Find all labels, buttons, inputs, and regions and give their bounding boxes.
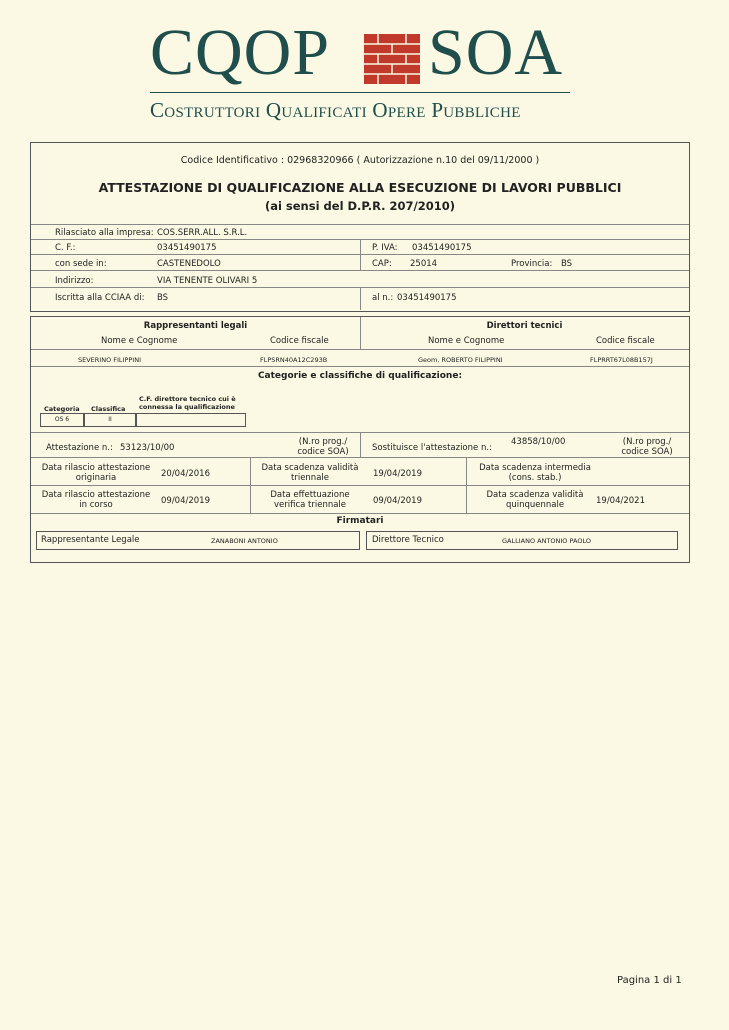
piva-label: P. IVA:: [372, 243, 398, 253]
document-title: ATTESTAZIONE DI QUALIFICAZIONE ALLA ESECUZIONE DI LAVORI PUBBLICI: [98, 180, 622, 195]
firmatari-title: Firmatari: [336, 516, 384, 526]
scad-interm-label-2: (cons. stab.): [508, 473, 562, 483]
rappresentanti-title: Rappresentanti legali: [143, 321, 248, 331]
scad-quinq-label-2: quinquennale: [505, 500, 565, 510]
scad-trien-label-2: triennale: [291, 473, 329, 483]
divider: [31, 224, 689, 225]
rilascio-corso-label-1: Data rilascio attestazione: [41, 490, 151, 500]
rilascio-orig-label-1: Data rilascio attestazione: [41, 463, 151, 473]
divider: [360, 239, 361, 254]
rappresentanti-col-cf: Codice fiscale: [270, 336, 329, 346]
sostituisce-label: Sostituisce l'attestazione n.:: [372, 443, 492, 453]
direttori-title: Direttori tecnici: [486, 321, 563, 331]
nro-prog2-label-1: (N.ro prog./: [622, 437, 672, 447]
nro-prog-label-2: codice SOA): [297, 447, 349, 457]
provincia-label: Provincia:: [511, 259, 553, 269]
scad-quinq-label-1: Data scadenza validità: [486, 490, 584, 500]
divider: [250, 485, 251, 513]
logo: [150, 16, 580, 92]
categorie-col-categoria: Categoria: [44, 405, 80, 413]
cf-value: 03451490175: [157, 243, 217, 253]
sostituisce-value: 43858/10/00: [511, 437, 566, 447]
scad-quinq-value: 19/04/2021: [596, 496, 645, 506]
direttore-nome: Geom. ROBERTO FILIPPINI: [418, 356, 503, 364]
scad-interm-label-1: Data scadenza intermedia: [479, 463, 591, 473]
categorie-col-classifica: Classifica: [91, 405, 126, 413]
rappresentante-cf: FLPSRN40A12C293B: [260, 356, 328, 364]
divider: [31, 513, 689, 514]
rilascio-orig-label-2: originaria: [75, 473, 117, 483]
verifica-value: 09/04/2019: [373, 496, 422, 506]
divider: [31, 485, 689, 486]
firma-direttore-label: Direttore Tecnico: [372, 535, 444, 545]
categorie-title: Categorie e classifiche di qualificazione:: [257, 371, 463, 381]
verifica-label-1: Data effettuazione: [270, 490, 350, 500]
cap-label: CAP:: [372, 259, 392, 269]
sede-value: CASTENEDOLO: [157, 259, 221, 269]
logo-left-text: CQOP: [150, 16, 331, 89]
indirizzo-value: VIA TENENTE OLIVARI 5: [157, 276, 258, 286]
sede-label: con sede in:: [55, 259, 107, 269]
firma-direttore-value: GALLIANO ANTONIO PAOLO: [502, 537, 591, 545]
logo-subtitle: Costruttori Qualificati Opere Pubbliche: [150, 98, 521, 122]
divider: [250, 457, 251, 485]
rilasciato-label: Rilasciato alla impresa:: [55, 228, 154, 238]
rilascio-corso-value: 09/04/2019: [161, 496, 210, 506]
cciaa-value: BS: [157, 293, 169, 303]
rilascio-orig-value: 20/04/2016: [161, 469, 210, 479]
categoria-cell: OS 6: [40, 413, 84, 427]
aln-value: 03451490175: [397, 293, 457, 303]
direttori-col-nome: Nome e Cognome: [428, 336, 505, 346]
direttore-cf: FLPRRT67L08B157J: [590, 356, 653, 364]
divider: [360, 432, 361, 457]
divider: [31, 366, 689, 367]
codice-identificativo: Codice Identificativo : 02968320966 ( Autorizzazione n.10 del 09/11/2000 ): [180, 155, 540, 166]
divider: [31, 270, 689, 271]
direttori-col-cf: Codice fiscale: [596, 336, 655, 346]
verifica-label-2: verifica triennale: [273, 500, 347, 510]
rappresentante-nome: SEVERINO FILIPPINI: [78, 356, 141, 364]
document-subtitle: (ai sensi del D.P.R. 207/2010): [264, 199, 456, 213]
firma-rappresentante-label: Rappresentante Legale: [41, 535, 140, 545]
attestazione-value: 53123/10/00: [120, 443, 175, 453]
nro-prog2-label-2: codice SOA): [621, 447, 673, 457]
piva-value: 03451490175: [412, 243, 472, 253]
cciaa-label: Iscritta alla CCIAA di:: [55, 293, 145, 303]
divider: [360, 287, 361, 310]
scad-trien-label-1: Data scadenza validità: [261, 463, 359, 473]
logo-right-text: SOA: [428, 16, 564, 89]
cf-label: C. F.:: [55, 243, 76, 253]
nro-prog-label-1: (N.ro prog./: [298, 437, 348, 447]
indirizzo-label: Indirizzo:: [55, 276, 94, 286]
rappresentanti-col-nome: Nome e Cognome: [101, 336, 178, 346]
provincia-value: BS: [561, 259, 573, 269]
divider: [360, 254, 361, 270]
categorie-col-cf-line1: C.F. direttore tecnico cui è: [139, 395, 236, 403]
cap-value: 25014: [410, 259, 438, 269]
aln-label: al n.:: [372, 293, 394, 303]
scad-trien-value: 19/04/2019: [373, 469, 422, 479]
attestazione-label: Attestazione n.:: [46, 443, 113, 453]
divider: [31, 349, 689, 350]
cf-direttore-cell: [136, 413, 246, 427]
rilasciato-value: COS.SERR.ALL. S.R.L.: [157, 228, 248, 238]
divider: [31, 457, 689, 458]
brick-icon: [364, 34, 420, 84]
categorie-col-cf-line2: connessa la qualificazione: [139, 403, 235, 411]
classifica-cell: II: [84, 413, 136, 427]
firma-rappresentante-value: ZANABONI ANTONIO: [211, 537, 278, 545]
rilascio-corso-label-2: in corso: [79, 500, 113, 510]
logo-underline: [150, 92, 570, 93]
page-number: Pagina 1 di 1: [617, 975, 682, 986]
